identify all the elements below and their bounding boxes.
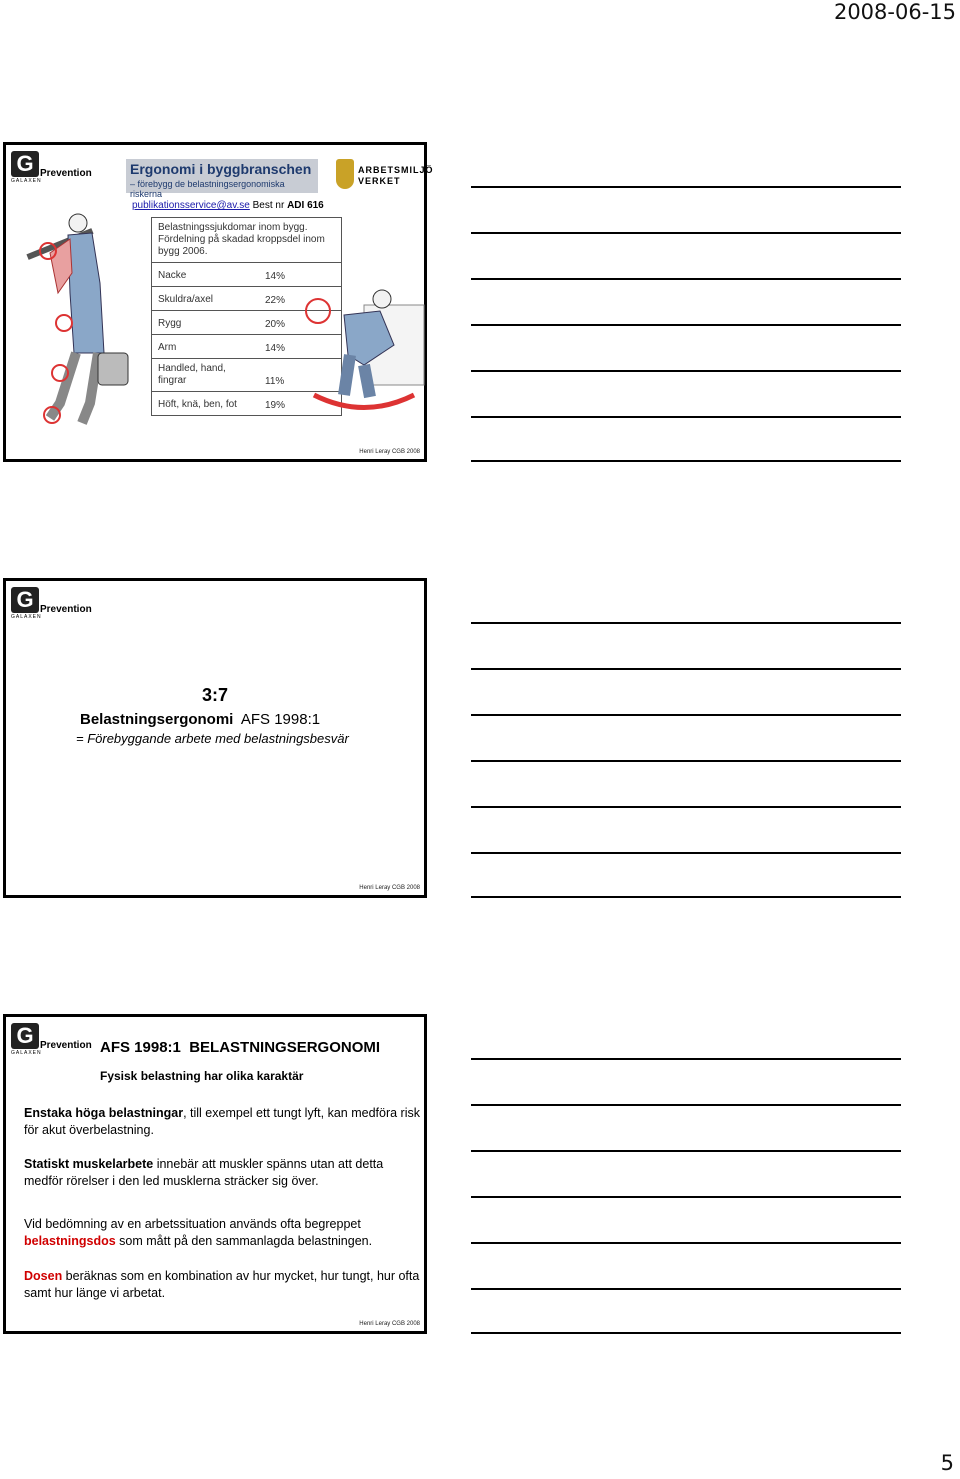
logo-letter: G [11,1023,39,1049]
worker-with-bucket-illustration [20,203,140,433]
p3-rest: som mått på den sammanlagda belastningen. [115,1234,373,1248]
logo-subtext: GALAXEN [11,1050,42,1056]
banner-title: Ergonomi i byggbranschen [130,161,312,177]
p4-red: Dosen [24,1269,63,1283]
slide-subtitle: = Förebyggande arbete med belastningsbesvär [76,731,349,746]
slide-2 [3,578,427,898]
row-label: Nacke [158,270,187,281]
row-value: 14% [265,343,286,354]
p2-bold: Statiskt muskelarbete [24,1157,154,1171]
row-value: 11% [265,376,285,387]
logo-subtext: GALAXEN [11,614,42,620]
table-row [152,263,341,287]
p1-rest: , till exempel ett tungt lyft, kan medföra risk för akut överbelastning. [24,1106,420,1137]
publication-text: Best nr [249,200,288,211]
galaxen-logo [11,151,41,185]
ergonomi-banner [126,159,318,199]
row-value: 20% [265,319,286,330]
p2-rest: innebär att muskler spänns utan att detta medför rörelser i den led musklerna sträcker sig över. [24,1157,384,1188]
logo-subtext: GALAXEN [11,178,42,184]
title-rest: AFS 1998:1 [233,711,321,728]
slide-subheading: Fysisk belastning har olika karaktär [100,1069,304,1083]
galaxen-logo [11,587,41,621]
paragraph-3 [24,1216,424,1250]
logo-letter: G [11,151,39,177]
page-date: 2008-06-15 [833,0,956,24]
paragraph-2 [24,1156,424,1190]
slide-heading: AFS 1998:1 BELASTNINGSERGONOMI [100,1039,381,1056]
page-number: 5 [940,1451,954,1475]
arbetsmiljoverket-logo [336,159,434,195]
row-value: 14% [265,271,286,282]
table-caption: Belastningssjukdomar inom bygg. Fördelning på skadad kroppsdel inom bygg 2006. [152,218,341,263]
publication-info [132,200,324,211]
row-label: Arm [158,342,177,353]
slide-number: 3:7 [201,685,228,705]
row-value: 19% [265,400,286,411]
worker-painting-illustration [304,285,428,415]
slide-3 [3,1014,427,1334]
av-line2: VERKET [358,176,401,186]
p1-bold: Enstaka höga belastningar [24,1106,184,1120]
slide-1 [3,142,434,462]
row-label: Handled, hand, fingrar [158,363,226,386]
banner-subtitle: – förebygg de belastningsergonomiska riskerna [130,179,285,199]
brand-label: Prevention [40,604,92,615]
slide-credit: Henri Leray CGB 2008 [359,885,420,891]
publication-email-link[interactable]: publikationsservice@av.se [132,200,250,211]
galaxen-logo [11,1023,41,1057]
slide-credit: Henri Leray CGB 2008 [359,1321,420,1327]
slide-title [80,711,320,728]
brand-label: Prevention [40,1040,92,1051]
p4-rest: beräknas som en kombination av hur mycket, hur tungt, hur ofta samt hur länge vi arbetat. [24,1269,420,1300]
crest-icon [336,159,354,189]
logo-letter: G [11,587,39,613]
paragraph-1 [24,1105,424,1139]
row-label: Höft, knä, ben, fot [158,399,237,410]
row-value: 22% [265,295,286,306]
av-line1: ARBETSMILJÖ [358,165,434,175]
p3-red: belastningsdos [24,1234,116,1248]
p3-start: Vid bedömning av en arbetssituation används ofta begreppet [24,1217,361,1231]
title-bold: Belastningsergonomi [80,711,234,728]
paragraph-4 [24,1268,424,1302]
publication-code: ADI 616 [287,200,324,211]
row-label: Rygg [158,318,182,329]
brand-label: Prevention [40,168,92,179]
row-label: Skuldra/axel [158,294,214,305]
slide-credit: Henri Leray CGB 2008 [359,449,420,455]
